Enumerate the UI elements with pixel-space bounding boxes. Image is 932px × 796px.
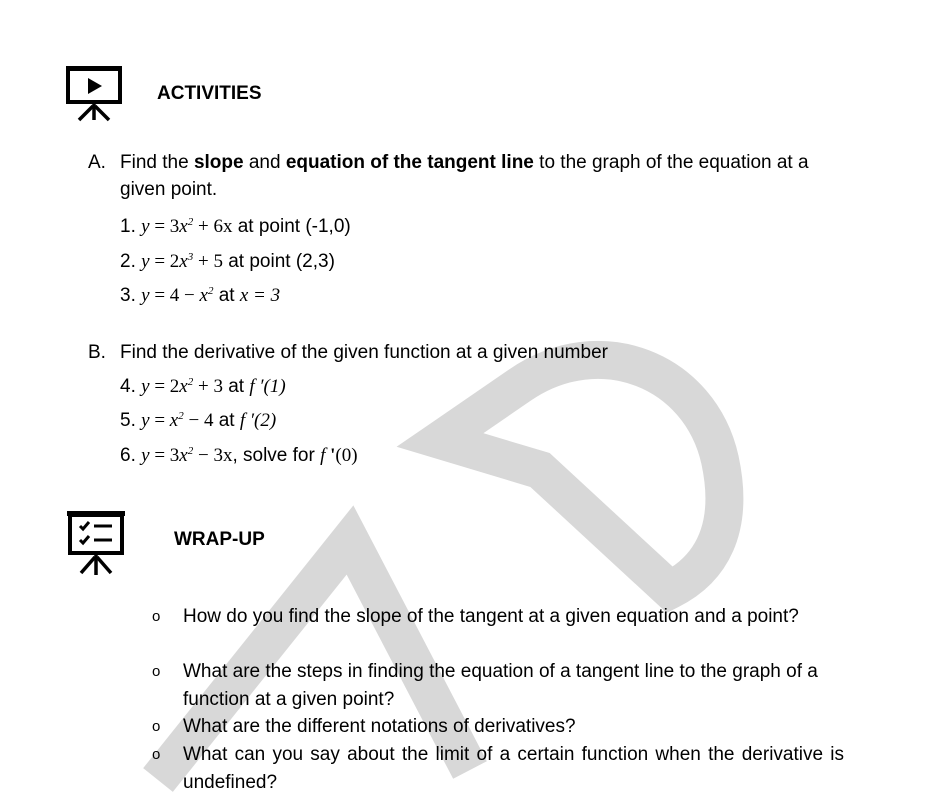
condition: f ′(2) [239,410,277,431]
equation: $y = 2x^3 + 5$ [141,251,223,272]
equation: $y = 3x^2 - 3x$ [141,445,233,466]
watermark-letter-d [440,360,724,590]
activity-item-3: 3. $y = 4 - x^2$ at x = 3 [120,285,281,306]
slope-emphasis: slope [193,152,244,173]
activities-heading: ACTIVITIES [157,83,262,104]
condition: f '(0) [320,445,358,466]
section-a-letter: A. [88,152,106,173]
wrapup-heading: WRAP-UP [174,529,265,550]
presentation-play-icon [66,66,122,122]
wrapup-question-4: What can you say about the limit of a certain function when the derivative is undefined? [183,744,844,793]
bullet-icon: o [152,718,161,735]
section-b-letter: B. [88,342,106,363]
bullet-icon: o [152,746,161,763]
tangent-line-emphasis: equation of the tangent line [285,152,534,173]
equation: $y = 2x^2 + 3$ [141,376,223,397]
activity-item-6: 6. $y = 3x^2 - 3x$, solve for f '(0) [120,445,358,466]
bullet-icon: o [152,608,161,625]
presentation-checklist-icon [66,511,126,577]
activity-item-4: 4. $y = 2x^2 + 3$ at f ′(1) [120,376,286,397]
wrapup-question-1: How do you find the slope of the tangent at a given equation and a point? [183,606,799,627]
equation: $y = 4 - x^2$ [141,285,214,306]
equation: $y = 3x^2 + 6x$ [141,216,233,237]
section-a-instruction: Find the slope and equation of the tangent line to the graph of the equation at a given point. [120,152,809,200]
wrapup-question-3: What are the different notations of derivatives? [183,716,576,737]
wrapup-question-2: What are the steps in finding the equation of a tangent line to the graph of a function at a given point? [183,661,818,710]
activity-item-5: 5. $y = x^2 - 4$ at f ′(2) [120,410,277,431]
equation: $y = x^2 - 4$ [141,410,214,431]
condition: f ′(1) [249,376,286,397]
activity-item-1: 1. $y = 3x^2 + 6x$ at point (-1,0) [120,216,351,237]
section-b-instruction: Find the derivative of the given function at a given number [120,342,608,363]
bullet-icon: o [152,663,161,680]
activity-item-2: 2. $y = 2x^3 + 5$ at point (2,3) [120,251,335,272]
condition: x = 3 [239,285,281,306]
